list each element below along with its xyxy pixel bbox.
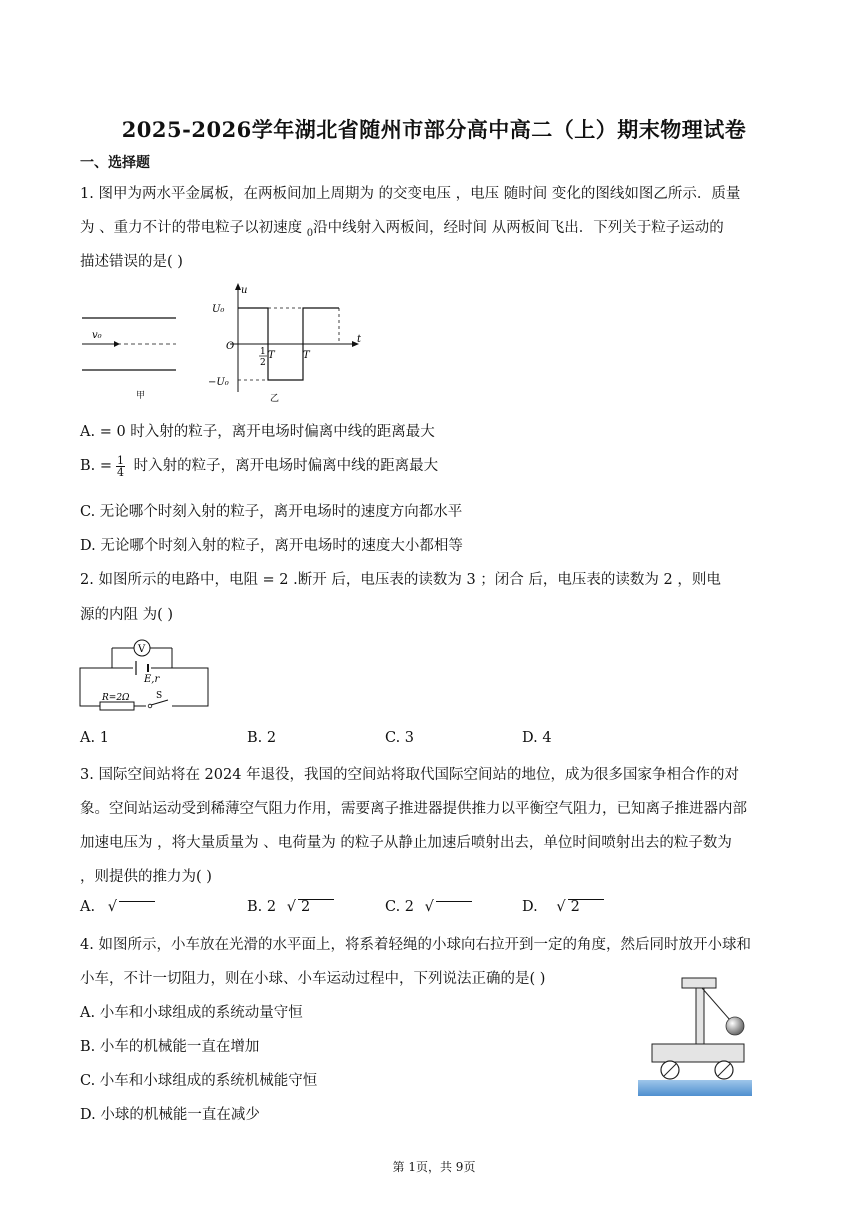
pendulum-string bbox=[702, 988, 730, 1020]
q1-option-b-fraction bbox=[116, 455, 125, 478]
resistor-label: R=2Ω bbox=[102, 693, 130, 703]
q4-option-b: B. 小车的机械能一直在增加 bbox=[80, 1039, 260, 1055]
label-half-num: 1 bbox=[260, 347, 266, 357]
sqrt-icon: √ bbox=[107, 899, 117, 915]
figure-cart-pendulum bbox=[636, 970, 756, 1098]
label-O: O bbox=[226, 341, 235, 352]
q3-option-c bbox=[385, 899, 472, 915]
section-heading: 一、选择题 bbox=[80, 155, 150, 171]
sqrt-icon: √ bbox=[286, 899, 296, 915]
q1-option-b bbox=[80, 454, 438, 478]
q3-option-d bbox=[522, 899, 604, 915]
page-footer: 第 1页，共 9页 bbox=[392, 1160, 476, 1174]
fraction-numerator: 1 bbox=[117, 453, 125, 467]
figure-jia-plates bbox=[80, 282, 190, 402]
q3-option-c-label: C. 2 bbox=[385, 899, 415, 915]
q2-stem-line-1: 2. 如图所示的电路中，电阻 = 2 .断开 后，电压表的读数为 3 ；闭合 后，电压表的读数为 2 ，则电 bbox=[80, 572, 721, 588]
label-v0: v₀ bbox=[92, 330, 102, 341]
q2-option-d: D. 4 bbox=[522, 730, 552, 746]
q4-option-c: C. 小车和小球组成的系统机械能守恒 bbox=[80, 1073, 318, 1089]
pendulum-post bbox=[696, 988, 704, 1044]
cart-body bbox=[652, 1044, 744, 1062]
label-t: t bbox=[357, 334, 362, 345]
voltmeter-label: V bbox=[138, 644, 146, 655]
post-top-beam bbox=[682, 978, 716, 988]
label-T-half: T bbox=[268, 350, 275, 361]
figure-yi-voltage-graph bbox=[204, 282, 364, 404]
q3-option-d-label: D. bbox=[522, 899, 538, 915]
q1-stem-line-2a: 为 、重力不计的带电粒子以初速度 bbox=[80, 220, 307, 236]
q3-stem-line-2: 象。空间站运动受到稀薄空气阻力作用，需要离子推进器提供推力以平衡空气阻力，已知离子推进器内部 bbox=[80, 801, 747, 817]
q3-option-b bbox=[247, 899, 334, 915]
label-yi: 乙 bbox=[270, 394, 280, 404]
q1-stem-line-2 bbox=[80, 216, 724, 239]
q3-stem-line-4: ，则提供的推力为( ) bbox=[80, 869, 212, 885]
q3-option-d-radicand: 2 bbox=[568, 899, 604, 914]
q1-option-d: D. 无论哪个时刻入射的粒子，离开电场时的速度大小都相等 bbox=[80, 538, 463, 554]
q2-option-a: A. 1 bbox=[80, 730, 109, 746]
page-title: 2025-2026学年湖北省随州市部分高中高二（上）期末物理试卷 bbox=[121, 117, 747, 142]
smooth-floor bbox=[638, 1080, 752, 1096]
battery-label: E,r bbox=[144, 674, 160, 685]
q2-stem-line-2: 源的内阻 为( ) bbox=[80, 607, 174, 623]
q3-option-a-label: A. bbox=[80, 899, 96, 915]
q1-option-c: C. 无论哪个时刻入射的粒子，离开电场时的速度方向都水平 bbox=[80, 504, 463, 520]
q1-stem-line-3: 描述错误的是( ) bbox=[80, 254, 183, 270]
label-half-den: 2 bbox=[260, 358, 266, 368]
q1-subscript: 0 bbox=[306, 227, 314, 239]
q3-option-b-label: B. 2 bbox=[247, 899, 277, 915]
figure-circuit bbox=[78, 630, 212, 712]
q3-stem-line-3: 加速电压为 ，将大量质量为 、电荷量为 的粒子从静止加速后喷射出去，单位时间喷射出去的粒子数为 bbox=[80, 835, 732, 851]
q1-stem-line-1: 1. 图甲为两水平金属板，在两板间加上周期为 的交变电压 ，电压 随时间 变化的图线如图乙所示．质量 bbox=[80, 186, 741, 202]
arrow-head-icon bbox=[114, 341, 120, 347]
label-u: u bbox=[241, 285, 248, 296]
label-T: T bbox=[303, 350, 310, 361]
label-negU0: −U₀ bbox=[208, 377, 229, 388]
q4-option-a: A. 小车和小球组成的系统动量守恒 bbox=[80, 1005, 303, 1021]
switch-label: S bbox=[156, 691, 163, 701]
sqrt-bar bbox=[436, 901, 472, 914]
q1-option-a: A. = 0 时入射的粒子，离开电场时偏离中线的距离最大 bbox=[80, 424, 435, 440]
q3-option-a bbox=[80, 899, 155, 915]
sqrt-bar bbox=[119, 901, 155, 914]
sqrt-icon: √ bbox=[424, 899, 434, 915]
q1-option-b-pre: B. = bbox=[80, 458, 113, 474]
q2-option-b: B. 2 bbox=[247, 730, 277, 746]
label-U0: U₀ bbox=[212, 304, 225, 315]
q1-stem-line-2b: 沿中线射入两板间，经时间 从两板间飞出．下列关于粒子运动的 bbox=[313, 220, 724, 236]
q4-stem-line-2: 小车，不计一切阻力，则在小球、小车运动过程中，下列说法正确的是( ) bbox=[80, 971, 546, 987]
q3-stem-line-1: 3. 国际空间站将在 2024 年退役，我国的空间站将取代国际空间站的地位，成为很多国家争相合作的对 bbox=[80, 767, 740, 783]
q2-option-c: C. 3 bbox=[385, 730, 415, 746]
q4-stem-line-1: 4. 如图所示，小车放在光滑的水平面上，将系着轻绳的小球向右拉开到一定的角度，然后同时放开小球和 bbox=[80, 937, 751, 953]
q1-option-b-post: 时入射的粒子，离开电场时偏离中线的距离最大 bbox=[129, 458, 439, 474]
q4-option-d: D. 小球的机械能一直在减少 bbox=[80, 1107, 260, 1123]
label-jia: 甲 bbox=[136, 391, 146, 401]
fraction-denominator: 4 bbox=[117, 465, 125, 479]
sqrt-icon: √ bbox=[556, 899, 566, 915]
pendulum-ball bbox=[726, 1017, 744, 1035]
q3-option-b-radicand: 2 bbox=[298, 899, 334, 914]
resistor-icon bbox=[100, 702, 134, 710]
